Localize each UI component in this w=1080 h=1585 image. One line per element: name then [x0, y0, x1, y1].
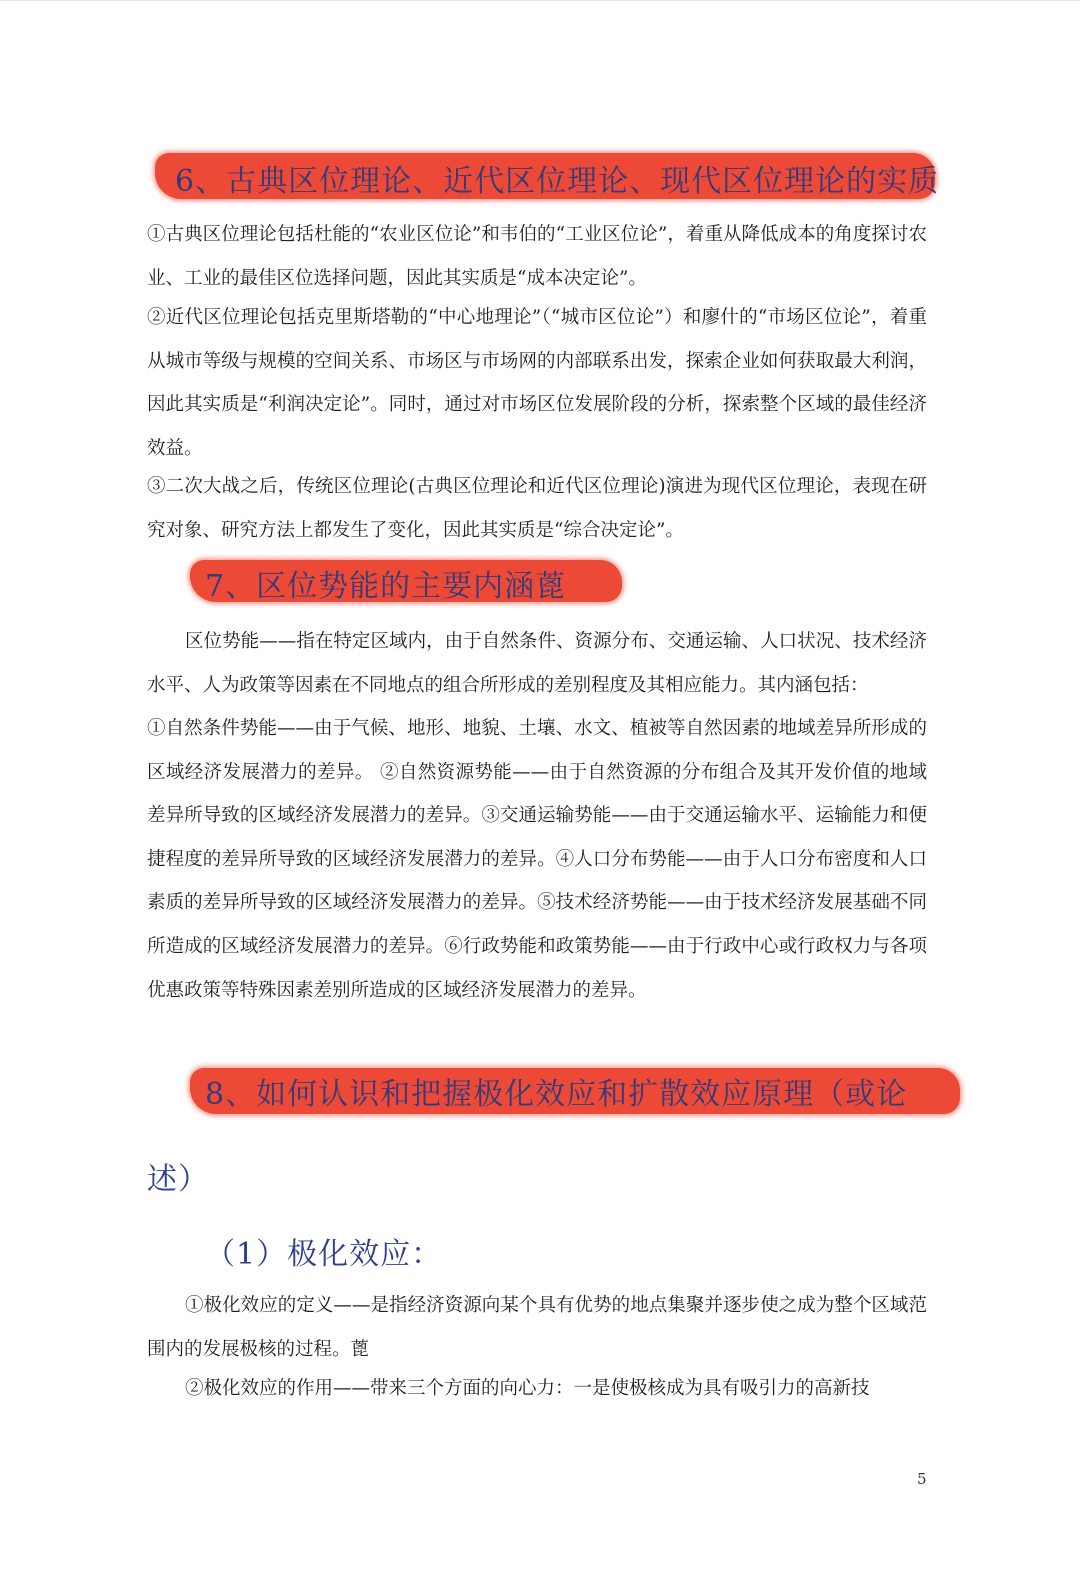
section-6-heading: 6、古典区位理论、近代区位理论、现代区位理论的实质: [175, 164, 940, 199]
section-6-paragraph-2: ②近代区位理论包括克里斯塔勒的“中心地理论”（“城市区位论”）和廖什的“市场区位论”，着重从城市等级与规模的空间关系、市场区与市场网的内部联系出发，探索企业如何获取最大利润，因此其实质是“利润决定论”。同时，通过对市场区位发展阶段的分析，探索整个区域的最佳经济效益。: [147, 307, 927, 459]
section-6-paragraph-1: ①古典区位理论包括杜能的“农业区位论”和韦伯的“工业区位论”，着重从降低成本的角度探讨农业、工业的最佳区位选择问题，因此其实质是“成本决定论”。: [147, 224, 927, 289]
section-7-heading: 7、区位势能的主要内涵蓖: [205, 569, 567, 604]
section-7-items: ①自然条件势能——由于气候、地形、地貌、土壤、水文、植被等自然因素的地域差异所形成的区域经济发展潜力的差异。 ②自然资源势能——由于自然资源的分布组合及其开发价值的地域差异所导致的区域经济发展潜力的差异。③交通运输势能——由于交通运输水平、运输能力和便捷程度的差异所导致的区域经济发展潜力的差异。④人口分布势能——由于人口分布密度和人口素质的差异所导致的区域经济发展潜力的差异。⑤技术经济势能——由于技术经济发展基础不同所造成的区域经济发展潜力的差异。⑥行政势能和政策势能——由于行政中心或行政权力与各项优惠政策等特殊因素差别所造成的区域经济发展潜力的差异。: [147, 718, 927, 1001]
section-8-paragraph-1: ①极化效应的定义——是指经济资源向某个具有优势的地点集聚并逐步使之成为整个区域范围内的发展极核的过程。蓖: [147, 1295, 927, 1360]
page-number: 5: [917, 1470, 927, 1488]
subheading-polarization-effect: （1）极化效应：: [205, 1237, 443, 1272]
section-6-paragraph-3: ③二次大战之后，传统区位理论(古典区位理论和近代区位理论)演进为现代区位理论，表现在研究对象、研究方法上都发生了变化，因此其实质是“综合决定论”。: [147, 476, 927, 541]
section-8-paragraph-2: ②极化效应的作用——带来三个方面的向心力：一是使极核成为具有吸引力的高新技: [185, 1378, 870, 1399]
section-8-heading: 8、如何认识和把握极化效应和扩散效应原理（或论: [205, 1077, 908, 1112]
page-top-border: [0, 0, 1080, 1]
section-8-heading-continued: 述）: [147, 1162, 209, 1197]
section-7-definition: 区位势能——指在特定区域内，由于自然条件、资源分布、交通运输、人口状况、技术经济水平、人为政策等因素在不同地点的组合所形成的差别程度及其相应能力。其内涵包括：: [147, 631, 927, 696]
